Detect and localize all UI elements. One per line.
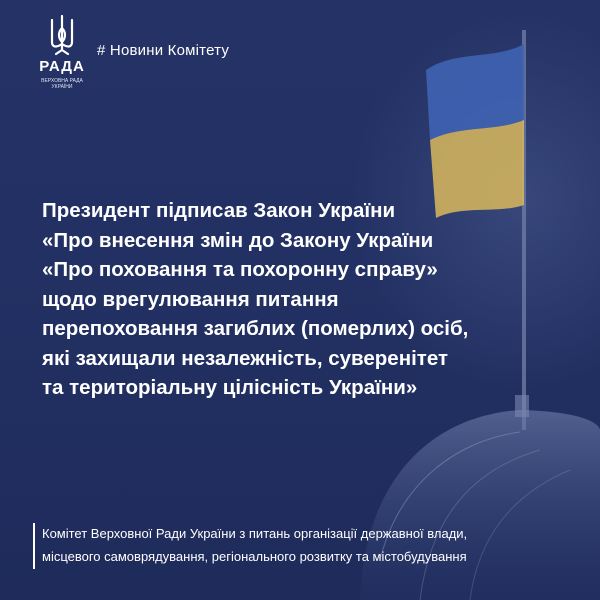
headline bbox=[42, 196, 562, 403]
logo-subtitle-line: ВЕРХОВНА РАДА bbox=[41, 78, 83, 84]
footer-line: Комітет Верховної Ради України з питань організації державної влади, bbox=[42, 526, 468, 541]
category-hashtag: # Новини Комітету bbox=[97, 42, 230, 59]
rada-logo bbox=[34, 14, 90, 94]
headline-line: щодо врегулювання питання bbox=[42, 287, 339, 311]
logo-subtitle-line: УКРАЇНИ bbox=[51, 84, 73, 90]
committee-footer bbox=[42, 522, 582, 568]
headline-line: перепоховання загиблих (померлих) осіб, bbox=[42, 317, 469, 340]
headline-line: Президент підписав Закон України bbox=[42, 199, 396, 222]
parliament-dome bbox=[360, 410, 600, 600]
headline-line: та територіальну цілісність України» bbox=[42, 376, 418, 399]
headline-line: які захищали незалежність, суверенітет bbox=[42, 346, 448, 370]
headline-line: «Про поховання та похоронну справу» bbox=[42, 258, 438, 281]
trident-icon bbox=[34, 14, 90, 56]
logo-wordmark: РАДА bbox=[39, 58, 85, 75]
footer-line: місцевого самоврядування, регіонального розвитку та містобудування bbox=[42, 549, 467, 564]
footer-accent-bar bbox=[33, 523, 35, 569]
logo-subtitle bbox=[34, 78, 90, 90]
headline-line: «Про внесення змін до Закону України bbox=[42, 228, 434, 252]
